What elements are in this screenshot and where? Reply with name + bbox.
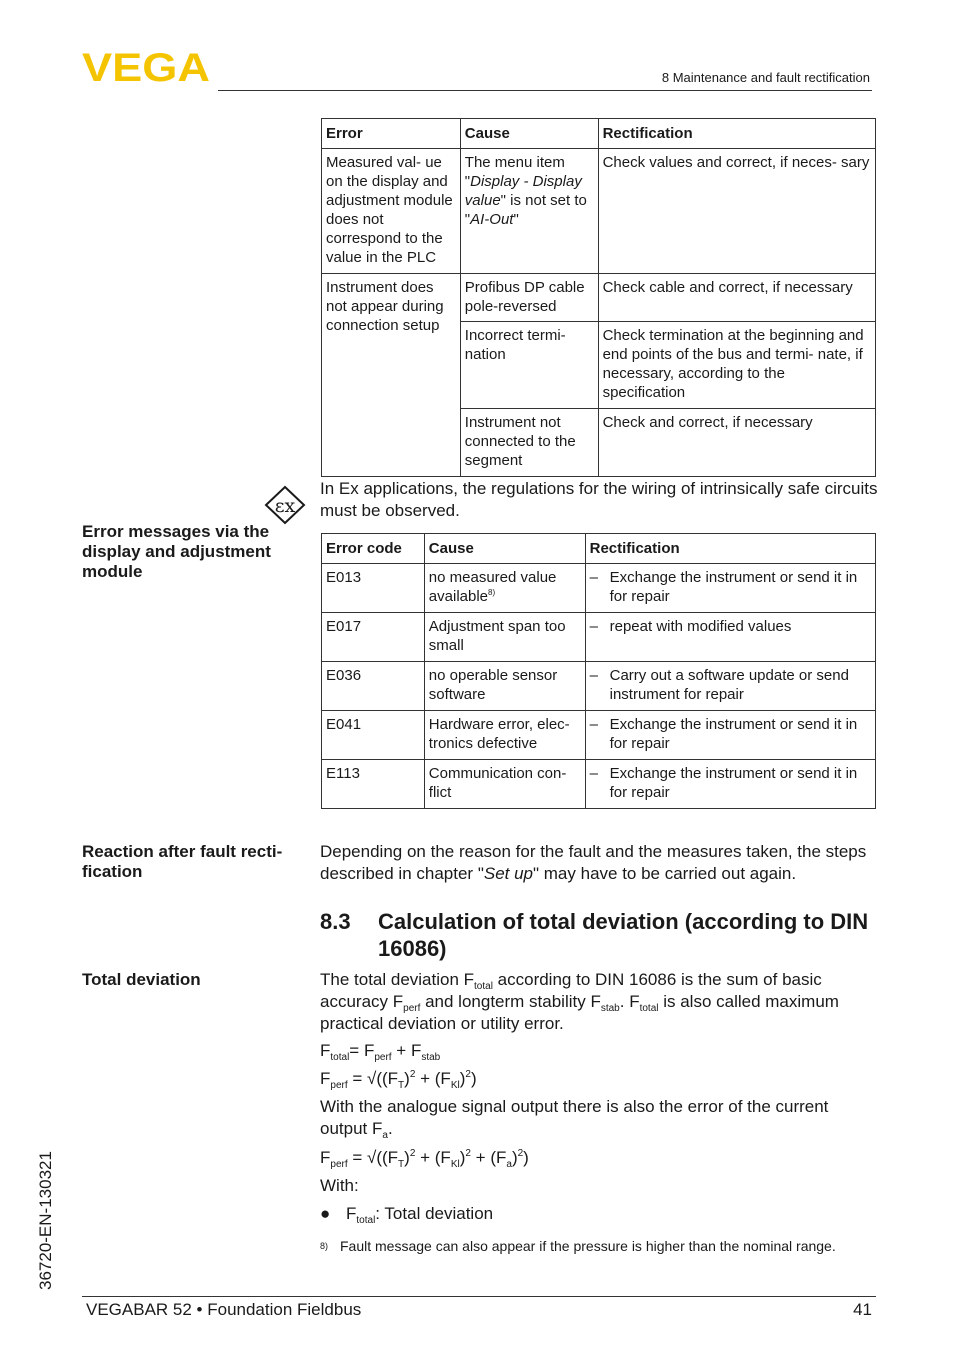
cell-error-code: E017 xyxy=(322,613,425,662)
cell-error-code: E113 xyxy=(322,760,425,809)
cell-error: Instrument does not appear during connection setup xyxy=(322,274,461,477)
bullet-icon: ● xyxy=(320,1204,331,1223)
with-label: With: xyxy=(320,1176,359,1195)
ex-hazard-icon xyxy=(264,485,306,525)
side-label-reaction: Reaction after fault recti- fication xyxy=(82,842,283,881)
table-header-row xyxy=(322,534,876,564)
column-header-rectification: Rectification xyxy=(598,119,875,149)
section-heading xyxy=(320,908,880,962)
table-header-row xyxy=(322,119,876,149)
cell-cause: Communication con- flict xyxy=(424,760,585,809)
footnote-text: Fault message can also appear if the pressure is higher than the nominal range. xyxy=(340,1238,836,1254)
cell-cause: no operable sensor software xyxy=(424,662,585,711)
cell-cause: Incorrect termi- nation xyxy=(460,322,598,409)
ex-note: In Ex applications, the regulations for the wiring of intrinsically safe circuits must be observed. xyxy=(320,479,878,520)
formula-perf-analogue: $F_{perf} = √((F_T)^2 + (F_{Kl})^2 + (F_a)^2)$ xyxy=(320,1148,529,1170)
error-code-table xyxy=(321,533,876,809)
column-header-rectification: Rectification xyxy=(585,534,875,564)
header-rule xyxy=(218,90,872,91)
cell-cause: no measured value available$^{8)}$ xyxy=(424,564,585,613)
vega-logo xyxy=(82,50,212,84)
cell-rectification: Check termination at the beginning and end points of the bus and termi- nate, if necessary, according to the specification xyxy=(598,322,875,409)
side-label-error-messages: Error messages via the display and adjustment module xyxy=(82,522,271,581)
cell-rectification: Check cable and correct, if necessary xyxy=(598,274,875,322)
list-item: ● $F_{total}$: Total deviation xyxy=(320,1204,494,1226)
formula-total: $F_{total}= F_{perf} + F_{stab}$ xyxy=(320,1041,441,1063)
table-row xyxy=(322,564,876,613)
cell-cause: Adjustment span too small xyxy=(424,613,585,662)
cell-rectification: Check values and correct, if neces- sary xyxy=(598,149,875,274)
svg-text:εx: εx xyxy=(274,495,296,517)
error-table xyxy=(321,118,876,477)
section-title: Calculation of total deviation (according to DIN 16086) xyxy=(378,909,869,961)
cell-rectification: – Carry out a software update or send instrument for repair xyxy=(585,662,875,711)
total-deviation-paragraph: The total deviation $F_{total}$ according to DIN 16086 is the sum of basic accuracy $F_{perf}$ and longterm stability $F_{stab}$. $F_{total}$ is also called maximum practical deviation or utility error. xyxy=(320,970,839,1033)
cell-rectification: Check and correct, if necessary xyxy=(598,409,875,477)
cell-cause: Profibus DP cable pole-reversed xyxy=(460,274,598,322)
cell-cause: Hardware error, elec- tronics defective xyxy=(424,711,585,760)
footnote xyxy=(320,1237,880,1256)
cell-error-code: E041 xyxy=(322,711,425,760)
footnote-mark: 8) xyxy=(320,1241,329,1251)
column-header-error-code: Error code xyxy=(322,534,425,564)
table-row xyxy=(322,760,876,809)
cell-rectification: – Exchange the instrument or send it in for repair xyxy=(585,711,875,760)
column-header-cause: Cause xyxy=(460,119,598,149)
cell-cause: The menu item "Display - Display value" is not set to "AI-Out" xyxy=(460,149,598,274)
footnote-ref: 8) xyxy=(488,588,496,597)
footer-product: VEGABAR 52 • Foundation Fieldbus xyxy=(86,1300,362,1319)
logo-text: VEGA xyxy=(82,50,210,84)
formula-perf: $F_{perf} = √((F_T)^2 + (F_{Kl})^2)$ xyxy=(320,1069,477,1091)
table-row xyxy=(322,662,876,711)
column-header-error: Error xyxy=(322,119,461,149)
reaction-text: Depending on the reason for the fault and the measures taken, the steps described in chapter "Set up" may have to be carried out again. xyxy=(320,842,867,883)
column-header-cause: Cause xyxy=(424,534,585,564)
table-row xyxy=(322,711,876,760)
cell-error-code: E036 xyxy=(322,662,425,711)
cell-rectification: – Exchange the instrument or send it in for repair xyxy=(585,564,875,613)
cell-error-code: E013 xyxy=(322,564,425,613)
side-label-total-deviation: Total deviation xyxy=(82,970,201,989)
document-id: 36720-EN-130321 xyxy=(36,1151,55,1290)
footer-rule xyxy=(82,1296,876,1297)
cell-error: Measured val- ue on the display and adjustment module does not correspond to the value in the PLC xyxy=(322,149,461,274)
table-row xyxy=(322,274,876,322)
cell-rectification: – repeat with modified values xyxy=(585,613,875,662)
cell-rectification: – Exchange the instrument or send it in for repair xyxy=(585,760,875,809)
analogue-paragraph: With the analogue signal output there is also the error of the current output $F_a$. xyxy=(320,1097,829,1141)
page-number: 41 xyxy=(853,1300,872,1319)
cell-cause: Instrument not connected to the segment xyxy=(460,409,598,477)
header-section-title: 8 Maintenance and fault rectification xyxy=(661,70,870,85)
table-row xyxy=(322,613,876,662)
section-number: 8.3 xyxy=(320,909,351,934)
table-row xyxy=(322,149,876,274)
